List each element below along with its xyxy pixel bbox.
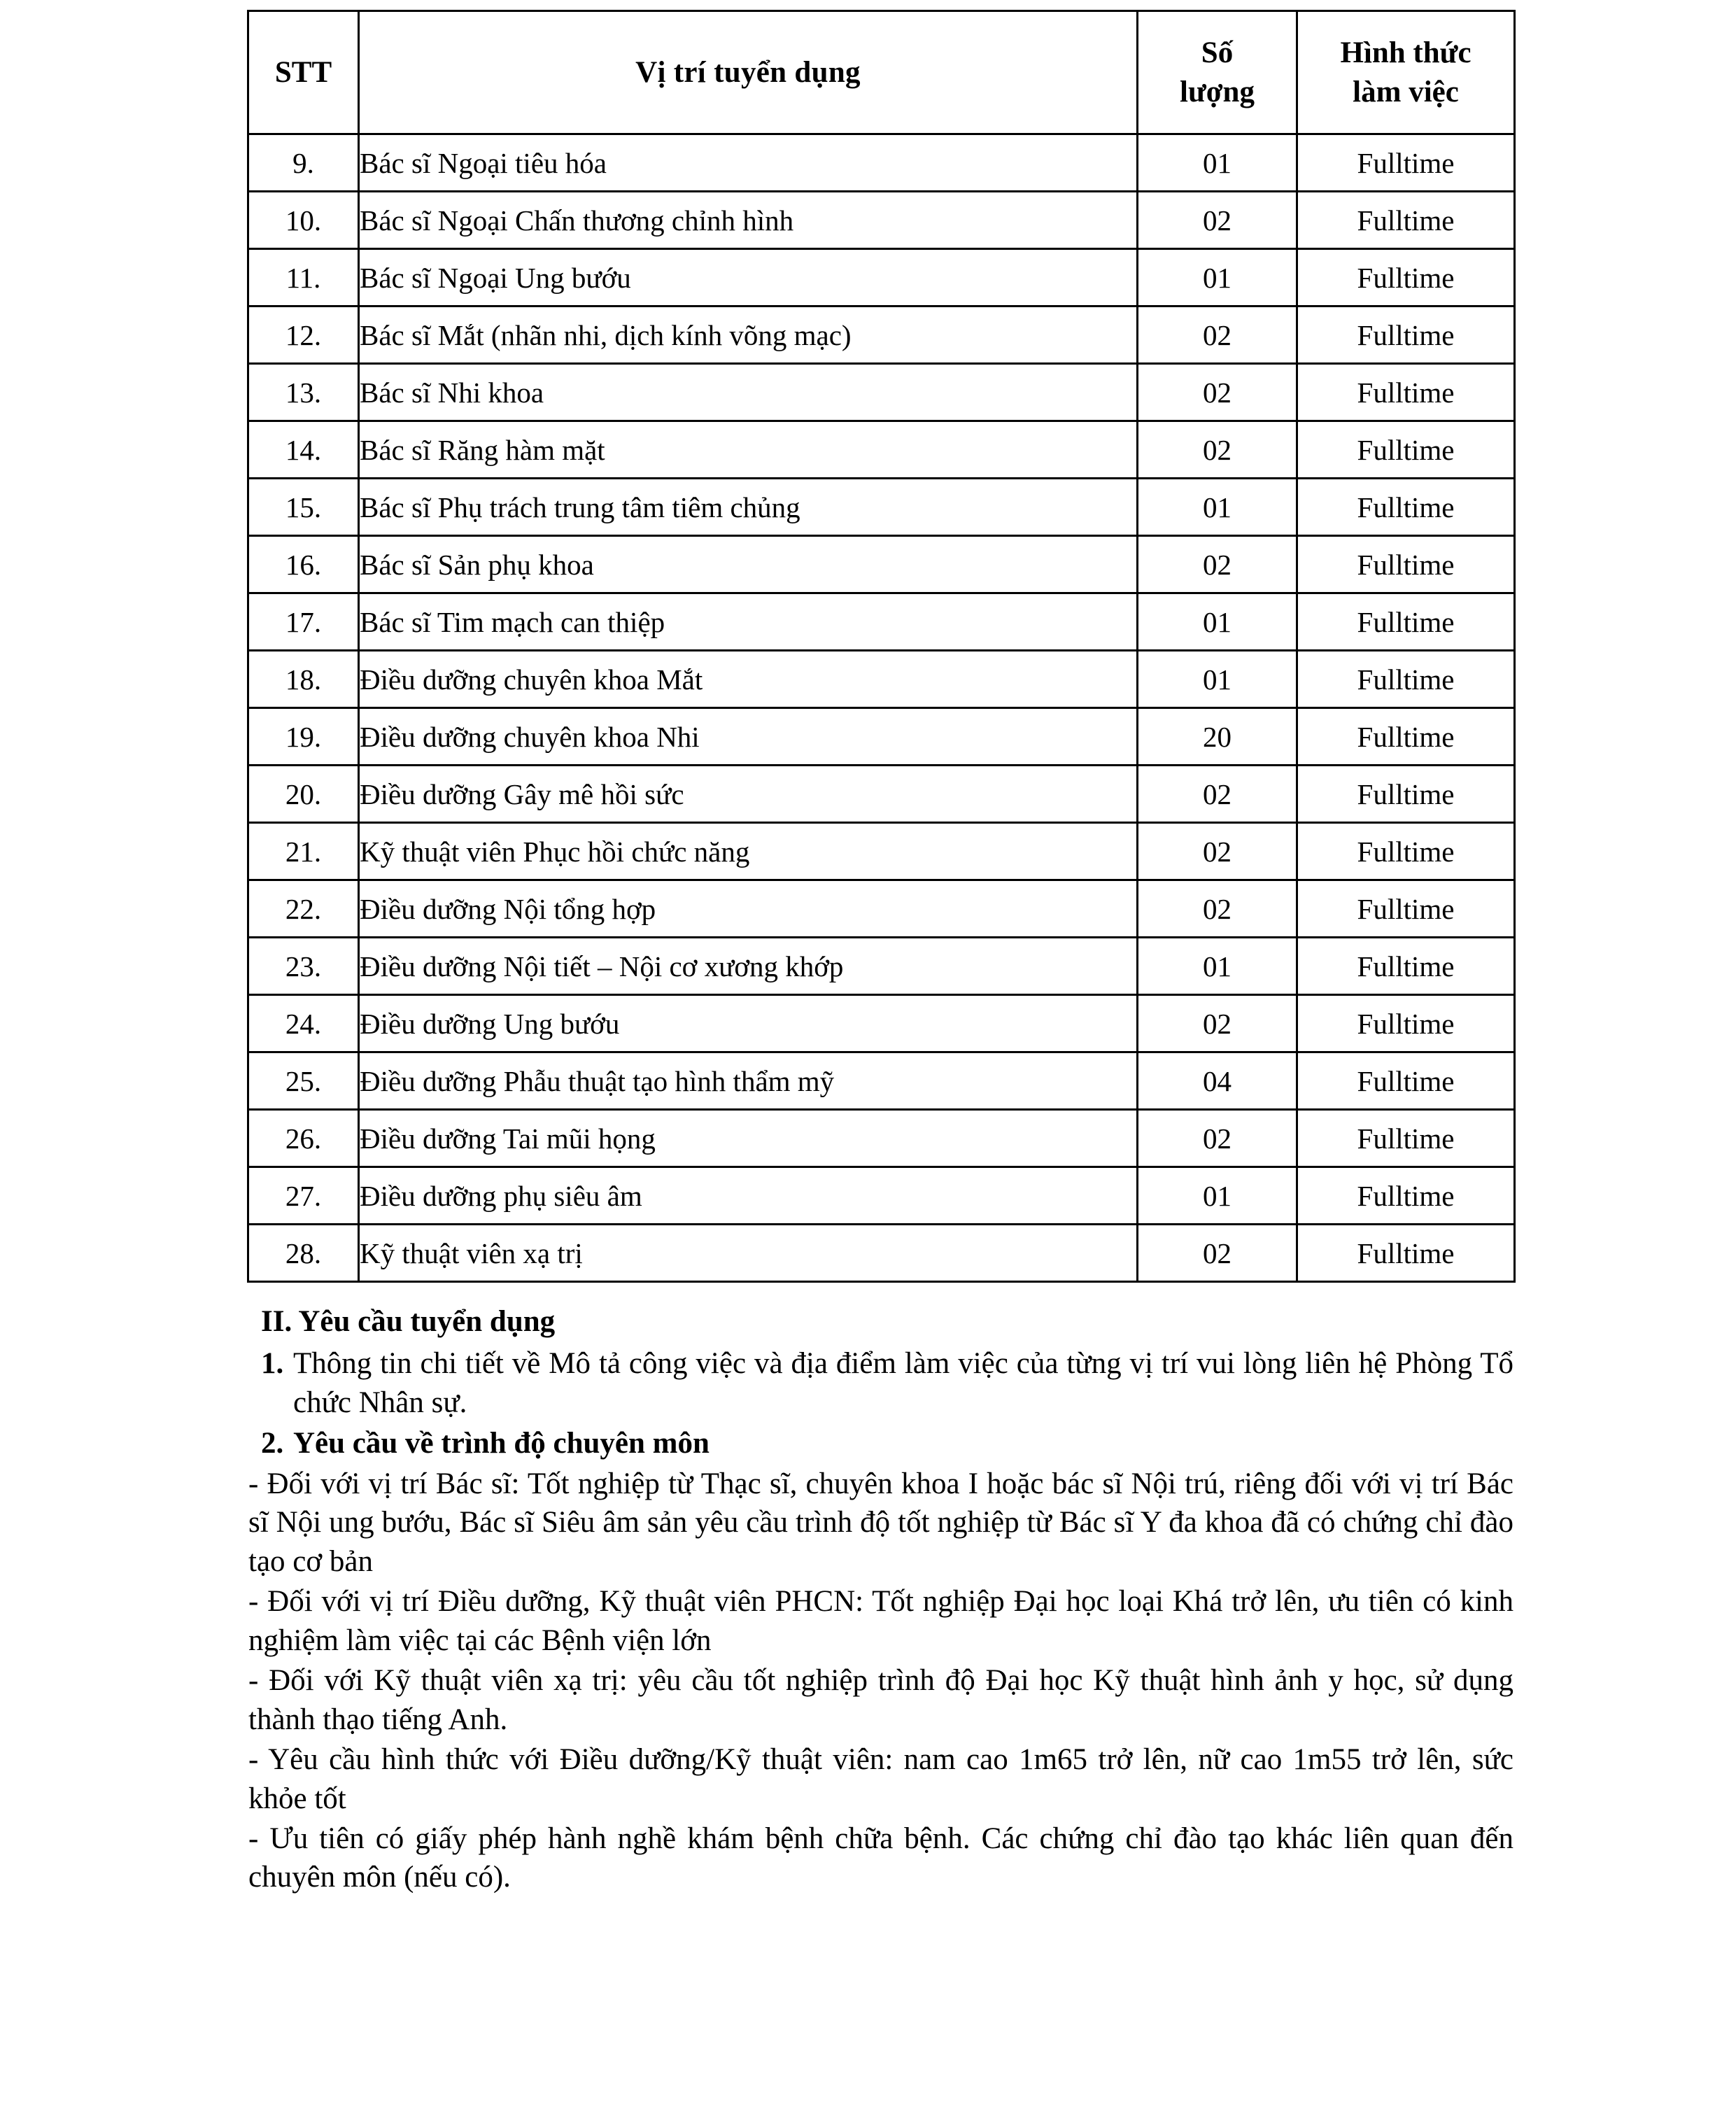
cell-worktype: Fulltime bbox=[1297, 134, 1515, 192]
cell-worktype: Fulltime bbox=[1297, 192, 1515, 249]
requirement-item-1 bbox=[247, 1344, 1513, 1423]
cell-position: Điều dưỡng chuyên khoa Mắt bbox=[359, 651, 1138, 708]
cell-worktype: Fulltime bbox=[1297, 708, 1515, 766]
table-row bbox=[248, 593, 1515, 651]
cell-quantity: 02 bbox=[1138, 536, 1297, 593]
cell-position: Điều dưỡng chuyên khoa Nhi bbox=[359, 708, 1138, 766]
cell-worktype: Fulltime bbox=[1297, 421, 1515, 479]
cell-worktype: Fulltime bbox=[1297, 766, 1515, 823]
requirement-paragraph: - Đối với Kỹ thuật viên xạ trị: yêu cầu tốt nghiệp trình độ Đại học Kỹ thuật hình ảnh y học, sử dụng thành thạo tiếng Anh. bbox=[248, 1664, 1513, 1736]
cell-quantity: 01 bbox=[1138, 134, 1297, 192]
cell-worktype: Fulltime bbox=[1297, 880, 1515, 938]
cell-position: Bác sĩ Mắt (nhãn nhi, dịch kính võng mạc) bbox=[359, 306, 1138, 364]
table-row bbox=[248, 306, 1515, 364]
cell-stt: 26. bbox=[248, 1110, 359, 1167]
document-page bbox=[247, 10, 1513, 1897]
table-row bbox=[248, 995, 1515, 1052]
requirement-paragraph: - Yêu cầu hình thức với Điều dưỡng/Kỹ thuật viên: nam cao 1m65 trở lên, nữ cao 1m55 trở lên, sức khỏe tốt bbox=[248, 1742, 1513, 1815]
cell-worktype: Fulltime bbox=[1297, 593, 1515, 651]
cell-quantity: 02 bbox=[1138, 823, 1297, 880]
cell-quantity: 02 bbox=[1138, 880, 1297, 938]
cell-stt: 13. bbox=[248, 364, 359, 421]
cell-worktype: Fulltime bbox=[1297, 536, 1515, 593]
cell-quantity: 01 bbox=[1138, 249, 1297, 306]
cell-position: Điều dưỡng Gây mê hồi sức bbox=[359, 766, 1138, 823]
cell-quantity: 01 bbox=[1138, 938, 1297, 995]
cell-worktype: Fulltime bbox=[1297, 479, 1515, 536]
cell-quantity: 02 bbox=[1138, 1110, 1297, 1167]
table-row bbox=[248, 192, 1515, 249]
cell-worktype: Fulltime bbox=[1297, 651, 1515, 708]
cell-worktype: Fulltime bbox=[1297, 995, 1515, 1052]
cell-stt: 17. bbox=[248, 593, 359, 651]
table-row bbox=[248, 938, 1515, 995]
column-header-quantity-line2: lượng bbox=[1180, 75, 1255, 108]
cell-worktype: Fulltime bbox=[1297, 1052, 1515, 1110]
requirement-item-2-text: Yêu cầu về trình độ chuyên môn bbox=[293, 1426, 710, 1460]
table-row bbox=[248, 1225, 1515, 1282]
cell-stt: 16. bbox=[248, 536, 359, 593]
table-row bbox=[248, 708, 1515, 766]
cell-position: Kỹ thuật viên Phục hồi chức năng bbox=[359, 823, 1138, 880]
cell-quantity: 02 bbox=[1138, 421, 1297, 479]
table-header bbox=[248, 11, 1515, 134]
cell-quantity: 01 bbox=[1138, 651, 1297, 708]
cell-quantity: 01 bbox=[1138, 593, 1297, 651]
cell-stt: 27. bbox=[248, 1167, 359, 1225]
table-row bbox=[248, 1052, 1515, 1110]
cell-position: Điều dưỡng Nội tiết – Nội cơ xương khớp bbox=[359, 938, 1138, 995]
column-header-quantity bbox=[1138, 11, 1297, 134]
requirement-item-1-text: Thông tin chi tiết về Mô tả công việc và địa điểm làm việc của từng vị trí vui lòng liên hệ Phòng Tổ chức Nhân sự. bbox=[293, 1346, 1513, 1419]
cell-position: Điều dưỡng Tai mũi họng bbox=[359, 1110, 1138, 1167]
cell-position: Bác sĩ Ngoại Chấn thương chỉnh hình bbox=[359, 192, 1138, 249]
requirements-section bbox=[247, 1302, 1513, 1897]
cell-stt: 21. bbox=[248, 823, 359, 880]
cell-position: Điều dưỡng Ung bướu bbox=[359, 995, 1138, 1052]
requirement-paragraphs bbox=[247, 1465, 1513, 1898]
table-row bbox=[248, 364, 1515, 421]
cell-quantity: 02 bbox=[1138, 1225, 1297, 1282]
cell-stt: 20. bbox=[248, 766, 359, 823]
requirement-paragraph: - Đối với vị trí Bác sĩ: Tốt nghiệp từ Thạc sĩ, chuyên khoa I hoặc bác sĩ Nội trú, riêng đối với vị trí Bác sĩ Nội ung bướu, Bác sĩ Siêu âm sản yêu cầu trình độ tốt nghiệp từ Bác sĩ Y đa khoa đã có chứng chỉ đào tạo cơ bản bbox=[248, 1467, 1513, 1579]
cell-quantity: 02 bbox=[1138, 995, 1297, 1052]
cell-stt: 24. bbox=[248, 995, 359, 1052]
cell-stt: 22. bbox=[248, 880, 359, 938]
table-body bbox=[248, 134, 1515, 1282]
recruitment-positions-table bbox=[247, 10, 1516, 1283]
table-row bbox=[248, 249, 1515, 306]
column-header-stt: STT bbox=[248, 11, 359, 134]
cell-stt: 9. bbox=[248, 134, 359, 192]
cell-stt: 19. bbox=[248, 708, 359, 766]
table-row bbox=[248, 766, 1515, 823]
cell-stt: 10. bbox=[248, 192, 359, 249]
cell-position: Kỹ thuật viên xạ trị bbox=[359, 1225, 1138, 1282]
cell-worktype: Fulltime bbox=[1297, 1110, 1515, 1167]
cell-quantity: 02 bbox=[1138, 192, 1297, 249]
table-row bbox=[248, 421, 1515, 479]
cell-quantity: 02 bbox=[1138, 364, 1297, 421]
cell-worktype: Fulltime bbox=[1297, 364, 1515, 421]
requirement-item-1-number: 1. bbox=[261, 1346, 284, 1380]
cell-worktype: Fulltime bbox=[1297, 1225, 1515, 1282]
column-header-worktype-line1: Hình thức bbox=[1340, 36, 1472, 70]
cell-position: Điều dưỡng phụ siêu âm bbox=[359, 1167, 1138, 1225]
cell-quantity: 02 bbox=[1138, 306, 1297, 364]
cell-stt: 18. bbox=[248, 651, 359, 708]
cell-position: Bác sĩ Sản phụ khoa bbox=[359, 536, 1138, 593]
column-header-worktype-line2: làm việc bbox=[1353, 75, 1459, 108]
cell-position: Bác sĩ Ngoại Ung bướu bbox=[359, 249, 1138, 306]
cell-position: Bác sĩ Nhi khoa bbox=[359, 364, 1138, 421]
table-row bbox=[248, 536, 1515, 593]
table-row bbox=[248, 823, 1515, 880]
cell-position: Bác sĩ Phụ trách trung tâm tiêm chủng bbox=[359, 479, 1138, 536]
cell-position: Điều dưỡng Nội tổng hợp bbox=[359, 880, 1138, 938]
requirement-paragraph: - Đối với vị trí Điều dưỡng, Kỹ thuật viên PHCN: Tốt nghiệp Đại học loại Khá trở lên, ưu tiên có kinh nghiệm làm việc tại các Bệnh viện lớn bbox=[248, 1585, 1513, 1658]
cell-stt: 15. bbox=[248, 479, 359, 536]
cell-position: Bác sĩ Ngoại tiêu hóa bbox=[359, 134, 1138, 192]
table-row bbox=[248, 134, 1515, 192]
cell-quantity: 01 bbox=[1138, 479, 1297, 536]
cell-worktype: Fulltime bbox=[1297, 823, 1515, 880]
table-row bbox=[248, 479, 1515, 536]
cell-position: Điều dưỡng Phẫu thuật tạo hình thẩm mỹ bbox=[359, 1052, 1138, 1110]
cell-position: Bác sĩ Tim mạch can thiệp bbox=[359, 593, 1138, 651]
cell-position: Bác sĩ Răng hàm mặt bbox=[359, 421, 1138, 479]
table-row bbox=[248, 1110, 1515, 1167]
requirement-paragraph: - Ưu tiên có giấy phép hành nghề khám bệnh chữa bệnh. Các chứng chỉ đào tạo khác liên quan đến chuyên môn (nếu có). bbox=[248, 1822, 1513, 1894]
cell-worktype: Fulltime bbox=[1297, 306, 1515, 364]
requirement-item-2-number: 2. bbox=[261, 1426, 284, 1460]
requirement-item-2 bbox=[247, 1424, 1513, 1463]
table-row bbox=[248, 651, 1515, 708]
cell-quantity: 20 bbox=[1138, 708, 1297, 766]
column-header-quantity-line1: Số bbox=[1201, 36, 1234, 70]
cell-worktype: Fulltime bbox=[1297, 1167, 1515, 1225]
cell-worktype: Fulltime bbox=[1297, 249, 1515, 306]
cell-quantity: 04 bbox=[1138, 1052, 1297, 1110]
column-header-position: Vị trí tuyển dụng bbox=[359, 11, 1138, 134]
cell-stt: 25. bbox=[248, 1052, 359, 1110]
cell-stt: 28. bbox=[248, 1225, 359, 1282]
cell-stt: 12. bbox=[248, 306, 359, 364]
table-row bbox=[248, 880, 1515, 938]
cell-stt: 14. bbox=[248, 421, 359, 479]
table-row bbox=[248, 1167, 1515, 1225]
cell-quantity: 02 bbox=[1138, 766, 1297, 823]
cell-quantity: 01 bbox=[1138, 1167, 1297, 1225]
section-heading-ii: II. Yêu cầu tuyển dụng bbox=[261, 1305, 556, 1338]
cell-stt: 23. bbox=[248, 938, 359, 995]
cell-worktype: Fulltime bbox=[1297, 938, 1515, 995]
cell-stt: 11. bbox=[248, 249, 359, 306]
column-header-worktype bbox=[1297, 11, 1515, 134]
table-header-row bbox=[248, 11, 1515, 134]
